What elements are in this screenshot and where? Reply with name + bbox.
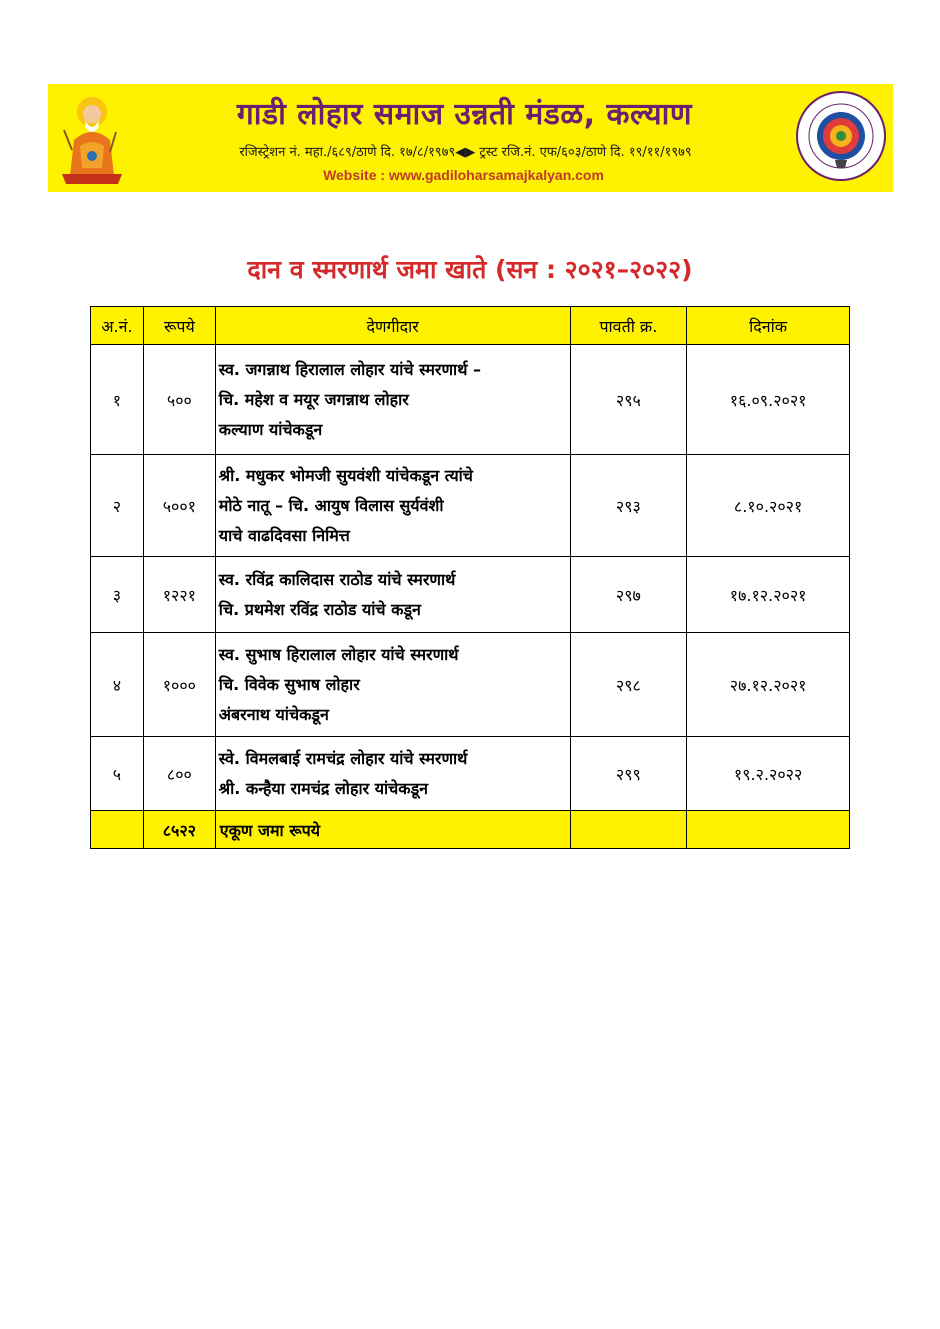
table-row [91, 455, 850, 557]
donor-line: श्री. कन्हैया रामचंद्र लोहार यांचेकडून [218, 778, 429, 798]
amount: १००० [143, 633, 215, 737]
organization-seal-icon [795, 90, 887, 182]
table-row [91, 345, 850, 455]
date: ८.१०.२०२१ [687, 455, 850, 557]
amount: ८०० [143, 737, 215, 811]
document-heading: दान व स्मरणार्थ जमा खाते (सन : २०२१–२०२२) [247, 255, 693, 284]
donor-line: चि. विवेक सुभाष लोहार [218, 674, 360, 694]
header-receipt-number: पावती क्र. [570, 307, 687, 345]
table-row [91, 737, 850, 811]
donor-line: मोठे नातू – चि. आयुष विलास सुर्यवंशी [218, 495, 444, 515]
total-label: एकूण जमा रूपये [215, 811, 570, 849]
amount: ५००१ [143, 455, 215, 557]
receipt-number: २९७ [570, 557, 687, 633]
total-row [91, 811, 850, 849]
website-link[interactable]: Website : www.gadiloharsamajkalyan.com [323, 167, 604, 183]
table-header-row [91, 307, 850, 345]
receipt-number: २९९ [570, 737, 687, 811]
total-empty-cell [91, 811, 144, 849]
serial-number: ५ [91, 737, 144, 811]
donor-description [215, 345, 570, 455]
amount: ५०० [143, 345, 215, 455]
organization-name: गाडी लोहार समाज उन्नती मंडळ, कल्याण [236, 97, 693, 132]
amount: १२२१ [143, 557, 215, 633]
registration-details: रजिस्ट्रेशन नं. महा./६८९/ठाणे दि. १७/८/१९७९◀▶ ट्रस्ट रजि.नं. एफ/६०३/ठाणे दि. १९/११/१९७९ [239, 145, 692, 160]
total-empty-cell [687, 811, 850, 849]
serial-number: २ [91, 455, 144, 557]
header-serial-number: अ.नं. [91, 307, 144, 345]
donor-line: चि. प्रथमेश रविंद्र राठोड यांचे कडून [218, 599, 421, 619]
date: १६.०९.२०२१ [687, 345, 850, 455]
donor-line: स्व. जगन्नाथ हिरालाल लोहार यांचे स्मरणार्थ – [218, 359, 481, 379]
donor-line: स्वे. विमलबाई रामचंद्र लोहार यांचे स्मरणार्थ [218, 748, 468, 768]
donor-description [215, 455, 570, 557]
header-donor: देणगीदार [215, 307, 570, 345]
saint-portrait-icon [54, 90, 130, 186]
serial-number: १ [91, 345, 144, 455]
donor-line: श्री. मधुकर भोमजी सुयवंशी यांचेकडून त्यांचे [218, 465, 473, 485]
donor-line: अंबरनाथ यांचेकडून [218, 704, 329, 724]
total-amount: ८५२२ [143, 811, 215, 849]
donation-ledger-table [90, 306, 850, 849]
donor-line: याचे वाढदिवसा निमित्त [218, 525, 350, 545]
header-amount: रूपये [143, 307, 215, 345]
donor-description [215, 737, 570, 811]
receipt-number: २९३ [570, 455, 687, 557]
date: २७.१२.२०२१ [687, 633, 850, 737]
total-empty-cell [570, 811, 687, 849]
date: १९.२.२०२२ [687, 737, 850, 811]
header-date: दिनांक [687, 307, 850, 345]
table-row [91, 557, 850, 633]
serial-number: ३ [91, 557, 144, 633]
donor-line: चि. महेश व मयूर जगन्नाथ लोहार [218, 389, 409, 409]
receipt-number: २९५ [570, 345, 687, 455]
serial-number: ४ [91, 633, 144, 737]
donor-line: स्व. सुभाष हिरालाल लोहार यांचे स्मरणार्थ [218, 644, 459, 664]
donor-description [215, 633, 570, 737]
donor-line: कल्याण यांचेकडून [218, 419, 323, 439]
table-row [91, 633, 850, 737]
receipt-number: २९८ [570, 633, 687, 737]
letterhead-banner [48, 84, 893, 192]
donor-description [215, 557, 570, 633]
donor-line: स्व. रविंद्र कालिदास राठोड यांचे स्मरणार्थ [218, 569, 456, 589]
date: १७.१२.२०२१ [687, 557, 850, 633]
